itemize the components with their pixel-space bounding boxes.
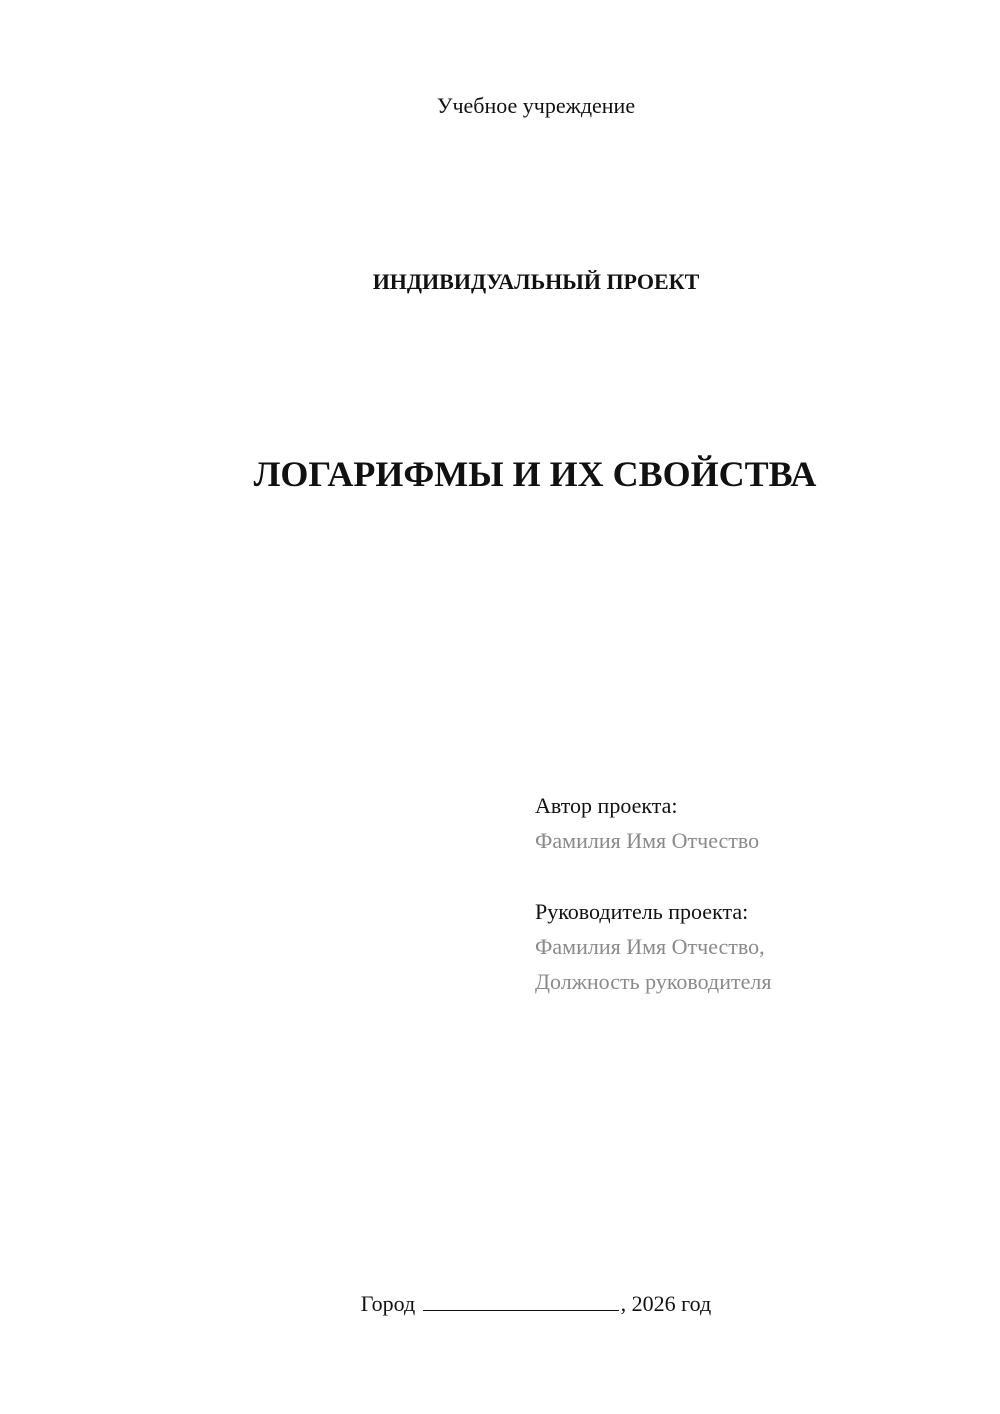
- author-name-placeholder: Фамилия Имя Отчество: [535, 828, 760, 853]
- project-title: ЛОГАРИФМЫ И ИХ СВОЙСТВА: [253, 454, 817, 494]
- city-label: Город: [360, 1291, 416, 1316]
- supervisor-name-placeholder: Фамилия Имя Отчество,: [535, 934, 765, 959]
- year-text: , 2026 год: [620, 1291, 712, 1316]
- footer-city-year: [0, 1290, 1000, 1318]
- credits-block: [535, 788, 771, 999]
- supervisor-label: Руководитель проекта:: [535, 899, 749, 924]
- city-blank-line: [423, 1290, 619, 1311]
- credits-spacer: [535, 858, 771, 894]
- project-type-heading: ИНДИВИДУАЛЬНЫЙ ПРОЕКТ: [372, 269, 700, 294]
- institution-name: Учебное учреждение: [436, 93, 636, 118]
- author-label: Автор проекта:: [535, 793, 678, 818]
- supervisor-position-placeholder: Должность руководителя: [535, 969, 772, 994]
